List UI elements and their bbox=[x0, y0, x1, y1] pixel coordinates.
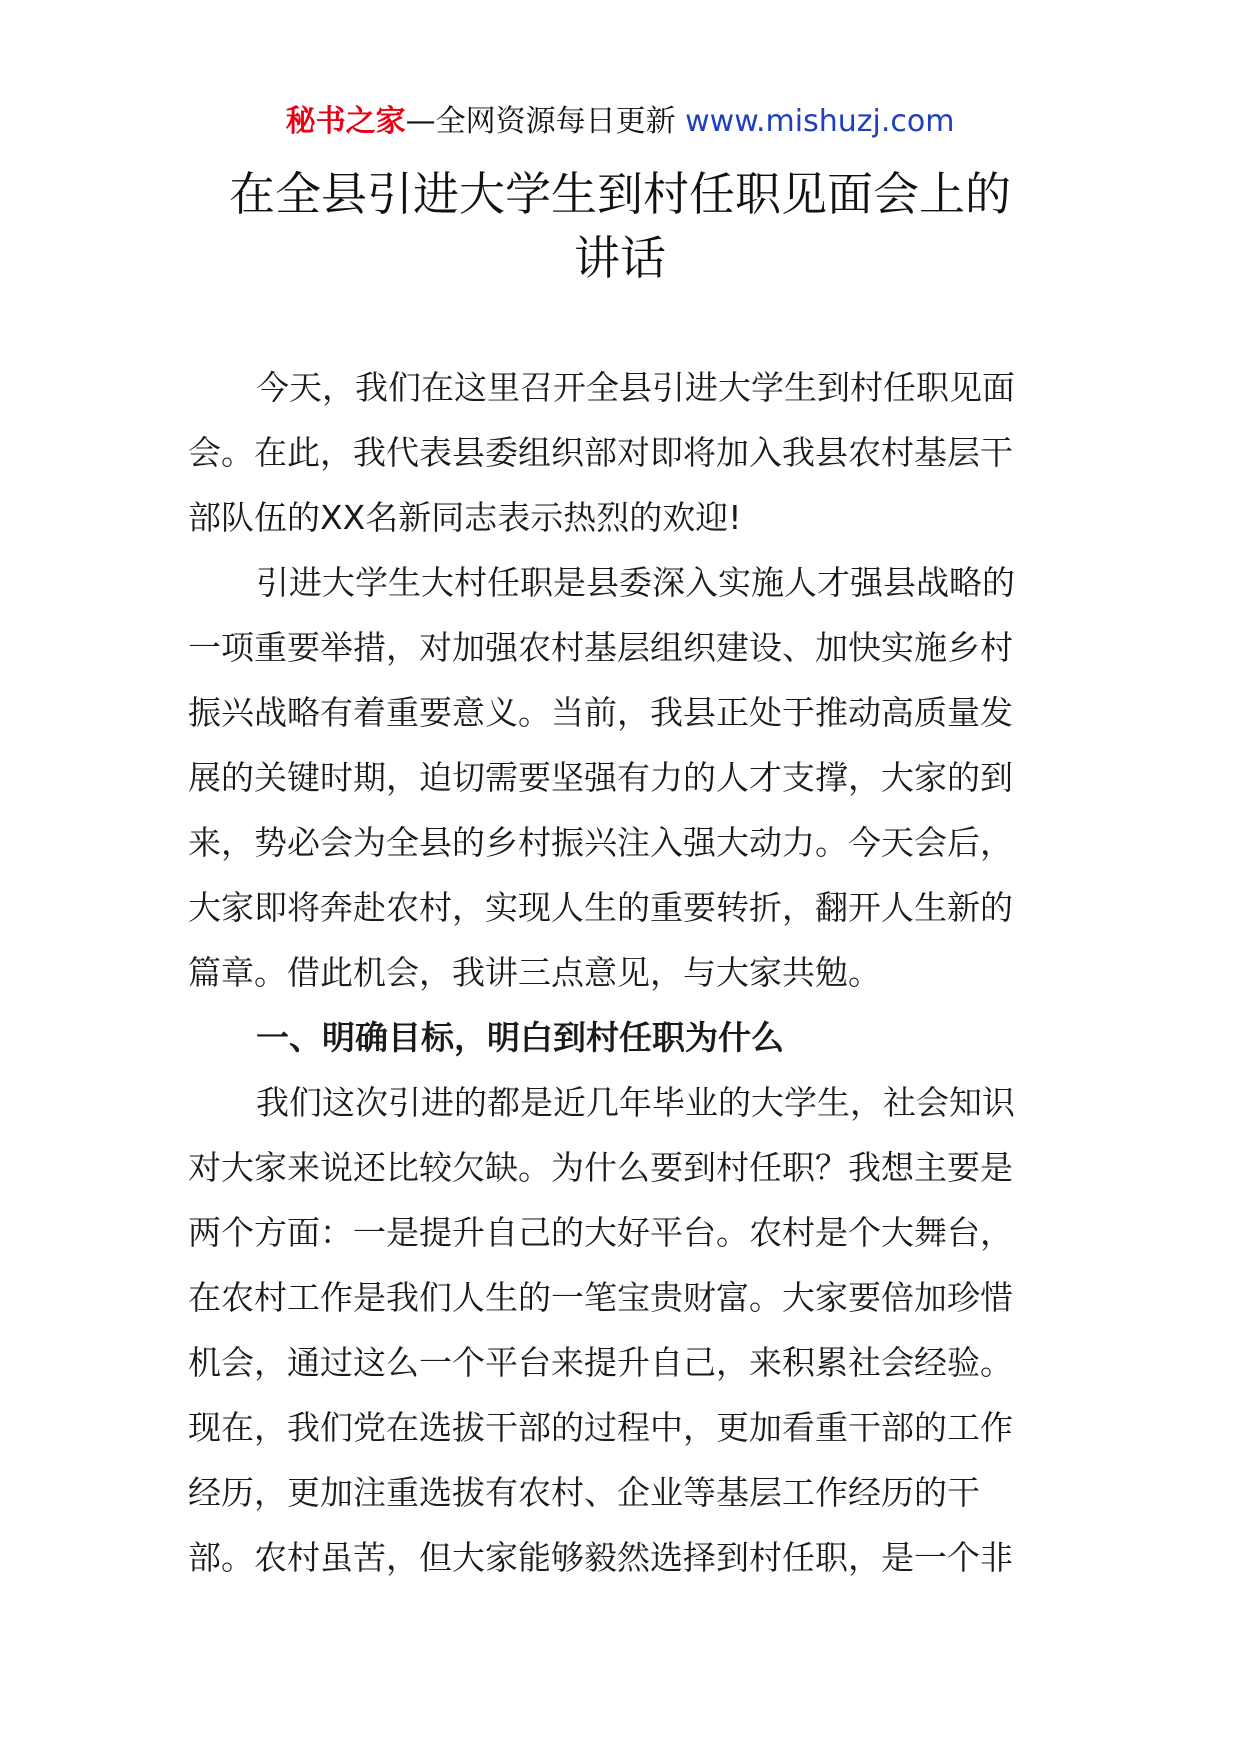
document-body bbox=[188, 355, 1058, 1590]
paragraph-significance bbox=[188, 550, 1058, 1005]
text-line: 对大家来说还比较欠缺。为什么要到村任职？我想主要是 bbox=[188, 1148, 1013, 1187]
watermark-header bbox=[0, 102, 1240, 142]
text-line: 一项重要举措，对加强农村基层组织建设、加快实施乡村 bbox=[188, 628, 1013, 667]
section-heading-1 bbox=[188, 1005, 1058, 1070]
site-url-link[interactable]: www.mishuzj.com bbox=[685, 104, 955, 139]
heading-text: 一、明确目标，明白到村任职为什么 bbox=[256, 1018, 784, 1057]
text-line: 引进大学生大村任职是县委深入实施人才强县战略的 bbox=[256, 563, 1015, 602]
text-line: 机会，通过这么一个平台来提升自己，来积累社会经验。 bbox=[188, 1343, 1013, 1382]
text-line: 展的关键时期，迫切需要坚强有力的人才支撑，大家的到 bbox=[188, 758, 1013, 797]
text-line: 篇章。借此机会，我讲三点意见，与大家共勉。 bbox=[188, 953, 881, 992]
text-line: 部。农村虽苦，但大家能够毅然选择到村任职，是一个非 bbox=[188, 1538, 1013, 1577]
title-line-1: 在全县引进大学生到村任职见面会上的 bbox=[229, 167, 1011, 221]
header-tagline: —全网资源每日更新 bbox=[405, 104, 676, 139]
text-line: 经历，更加注重选拔有农村、企业等基层工作经历的干 bbox=[188, 1473, 980, 1512]
title-line-2: 讲话 bbox=[574, 231, 666, 285]
paragraph-reasons bbox=[188, 1070, 1058, 1590]
text-line: 两个方面：一是提升自己的大好平台。农村是个大舞台， bbox=[188, 1213, 1013, 1252]
text-line: 大家即将奔赴农村，实现人生的重要转折，翻开人生新的 bbox=[188, 888, 1013, 927]
document-title bbox=[150, 162, 1090, 290]
text-line: 我们这次引进的都是近几年毕业的大学生，社会知识 bbox=[256, 1083, 1015, 1122]
brand-name: 秘书之家 bbox=[285, 104, 406, 139]
paragraph-welcome bbox=[188, 355, 1058, 550]
text-line: 在农村工作是我们人生的一笔宝贵财富。大家要倍加珍惜 bbox=[188, 1278, 1013, 1317]
text-line: 部队伍的XX名新同志表示热烈的欢迎! bbox=[188, 498, 742, 537]
text-line: 来，势必会为全县的乡村振兴注入强大动力。今天会后， bbox=[188, 823, 1013, 862]
text-line: 振兴战略有着重要意义。当前，我县正处于推动高质量发 bbox=[188, 693, 1013, 732]
text-line: 现在，我们党在选拔干部的过程中，更加看重干部的工作 bbox=[188, 1408, 1013, 1447]
text-line: 今天，我们在这里召开全县引进大学生到村任职见面 bbox=[256, 368, 1015, 407]
text-line: 会。在此，我代表县委组织部对即将加入我县农村基层干 bbox=[188, 433, 1013, 472]
